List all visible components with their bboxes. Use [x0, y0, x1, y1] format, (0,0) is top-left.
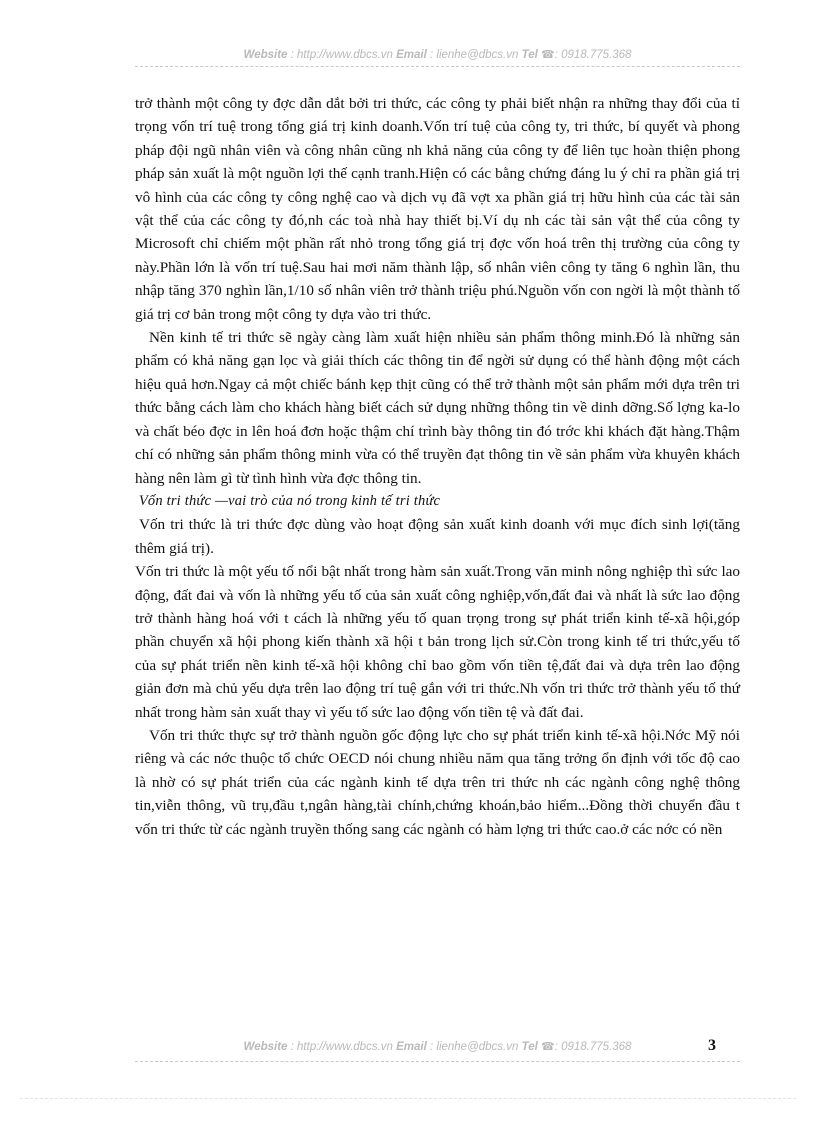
footer-tel-value: : 0918.775.368	[554, 1041, 632, 1053]
header-tel-value: : 0918.775.368	[554, 49, 632, 61]
document-body	[135, 92, 740, 841]
header-email-label: Email	[396, 49, 427, 61]
header-tel-label: Tel	[521, 49, 538, 61]
footer-tel-label: Tel	[521, 1041, 538, 1053]
phone-icon: ☎	[541, 49, 555, 61]
section-heading	[135, 490, 740, 513]
page-header	[135, 48, 740, 61]
footer-website-value[interactable]: : http://www.dbcs.vn	[290, 1041, 393, 1053]
paragraph-1: trở thành một công ty đợc dẫn dắt bởi tri thức, các công ty phải biết nhận ra những thay đổi của tỉ trọng vốn trí tuệ trong tổng giá trị kinh doanh.Vốn trí tuệ của công ty, tri thức, bí quyết và phong pháp đội ngũ nhân viên và công nhân cũng nh khả năng của công ty để liên tục hoàn thiện phong pháp sản xuất là một nguồn lợi thế cạnh tranh.Hiện có các bằng chứng đáng lu ý chỉ ra phần giá trị vô hình của các công ty công nghệ cao và dịch vụ đã vợt xa phần giá trị hữu hình của các tài sản vật thể của các công ty đó,nh các toà nhà hay thiết bị.Ví dụ nh các tài sản vật thể của công ty Microsoft chỉ chiếm một phần rất nhỏ trong tổng giá trị đợc vốn hoá trên thị trường của công ty này.Phần lớn là vốn trí tuệ.Sau hai mơi năm thành lập, số nhân viên công ty tăng 6 nghìn lần, thu nhập tăng 370 nghìn lần,1/10 số nhân viên trở thành triệu phú.Nguồn vốn con ngời là một thành tố giá trị cơ bản trong một công ty dựa vào tri thức.	[135, 95, 740, 323]
footer-email-value[interactable]: : lienhe@dbcs.vn	[430, 1041, 519, 1053]
page-footer	[135, 1040, 740, 1053]
section-heading-text: Vốn tri thức —vai trò của nó trong kinh tế tri thức	[138, 492, 441, 509]
paragraph-5: Vốn tri thức thực sự trở thành nguồn gốc động lực cho sự phát triển kinh tế-xã hội.Nớc Mỹ nói riêng và các nớc thuộc tổ chức OECD nói chung nhiều năm qua tăng trởng ổn định với tốc độ cao là nhờ có sự phát triển của các ngành kinh tế dựa trên tri thức nh các ngành công nghệ thông tin,viễn thông, vũ trụ,đầu t,ngân hàng,tài chính,chứng khoán,bảo hiểm...Đồng thời chuyển đầu t vốn tri thức từ các ngành truyền thống sang các ngành có hàm lợng tri thức cao.ở các nớc có nền	[135, 726, 740, 838]
footer-divider	[135, 1061, 740, 1062]
paragraph-3: Vốn tri thức là tri thức đợc dùng vào hoạt động sản xuất kinh doanh với mục đích sinh lợi(tăng thêm giá trị).	[135, 516, 740, 557]
page-edge-divider	[20, 1098, 796, 1099]
footer-email-label: Email	[396, 1041, 427, 1053]
footer-website-label: Website	[243, 1041, 288, 1053]
header-website-label: Website	[243, 49, 288, 61]
header-website-value[interactable]: : http://www.dbcs.vn	[290, 49, 393, 61]
header-divider	[135, 66, 740, 67]
paragraph-4: Vốn tri thức là một yếu tố nổi bật nhất trong hàm sản xuất.Trong văn minh nông nghiệp thì sức lao động, đất đai và vốn là những yếu tố của sản xuất công nghiệp,vốn,đất đai và nhất là sức lao động trở thành hàng hoá với t cách là những yếu tố quan trọng trong sự phát triển kinh tế-xã hội,góp phần chuyển xã hội phong kiến thành xã hội t bản trong lịch sử.Còn trong kinh tế tri thức,yếu tố của sự phát triển nền kinh tế-xã hội không chỉ bao gồm vốn tiền tệ,đất đai và dựa trên lao động giản đơn mà chủ yếu dựa trên lao động trí tuệ gắn với tri thức.Nh vốn tri thức trở thành yếu tố thứ nhất trong hàm sản xuất thay vì yếu tố sức lao động vốn tiền tệ và đất đai.	[135, 563, 740, 721]
phone-icon: ☎	[541, 1041, 555, 1053]
header-email-value[interactable]: : lienhe@dbcs.vn	[430, 49, 519, 61]
paragraph-2: Nền kinh tế tri thức sẽ ngày càng làm xuất hiện nhiều sản phẩm thông minh.Đó là những sản phẩm có khả năng gạn lọc và giải thích các thông tin để ngời sử dụng có thể hành động một cách hiệu quả hơn.Ngay cả một chiếc bánh kẹp thịt cũng có thể trở thành một sản phẩm mới dựa trên tri thức bằng cách làm cho khách hàng biết cách sử dụng những thông tin về dinh dỡng.Số lợng ka-lo và chất béo đợc in lên hoá đơn hoặc thậm chí trình bày thông tin đó trớc khi khách đặt hàng.Thậm chí có những sản phẩm thông minh vừa có thể truyền đạt thông tin về sản phẩm vừa khuyên khách hàng nên làm gì từ tình hình vừa đợc thông tin.	[135, 329, 740, 487]
page-number: 3	[708, 1037, 716, 1054]
